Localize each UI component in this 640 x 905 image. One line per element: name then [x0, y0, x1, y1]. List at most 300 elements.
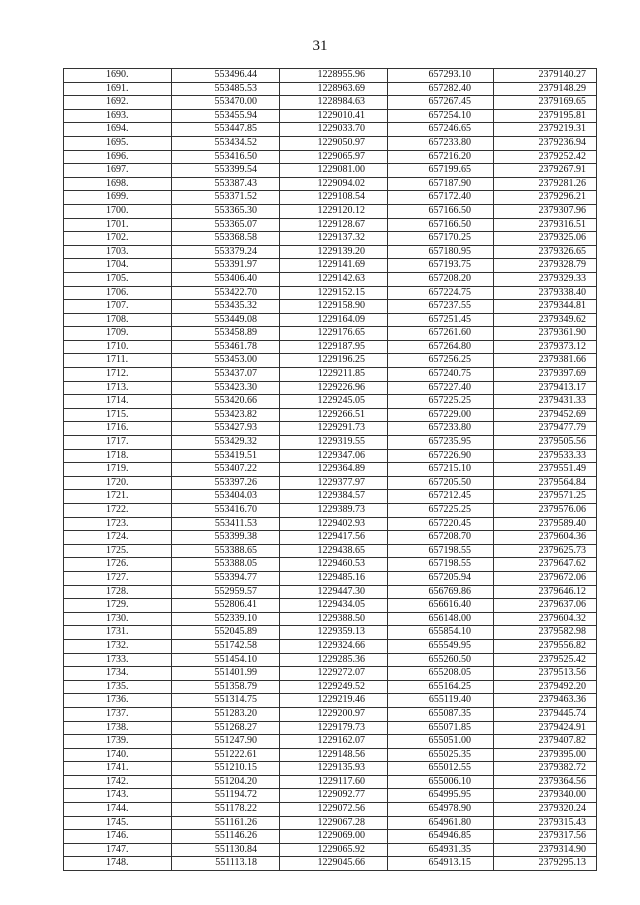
table-row	[64, 245, 597, 259]
y2-cell: 2379445.74	[494, 707, 597, 721]
x1-cell: 553427.93	[172, 422, 280, 436]
y1-cell: 1229434.05	[280, 599, 388, 613]
x1-cell: 553496.44	[172, 69, 280, 83]
y1-cell: 1229359.13	[280, 626, 388, 640]
x2-cell: 657224.75	[388, 286, 494, 300]
y1-cell: 1229050.97	[280, 136, 388, 150]
table-row	[64, 531, 597, 545]
point-number-cell: 1696.	[64, 150, 172, 164]
y2-cell: 2379326.65	[494, 245, 597, 259]
y2-cell: 2379169.65	[494, 96, 597, 110]
point-number-cell: 1709.	[64, 327, 172, 341]
x1-cell: 553388.65	[172, 544, 280, 558]
point-number-cell: 1735.	[64, 680, 172, 694]
point-number-cell: 1744.	[64, 803, 172, 817]
x2-cell: 657215.10	[388, 463, 494, 477]
y1-cell: 1229249.52	[280, 680, 388, 694]
table-row	[64, 218, 597, 232]
x2-cell: 657282.40	[388, 82, 494, 96]
table-row	[64, 259, 597, 273]
y1-cell: 1229245.05	[280, 395, 388, 409]
point-number-cell: 1745.	[64, 816, 172, 830]
y2-cell: 2379551.49	[494, 463, 597, 477]
x1-cell: 553435.32	[172, 300, 280, 314]
y2-cell: 2379295.13	[494, 857, 597, 871]
x1-cell: 551113.18	[172, 857, 280, 871]
y1-cell: 1229438.65	[280, 544, 388, 558]
x1-cell: 553416.50	[172, 150, 280, 164]
table-row	[64, 735, 597, 749]
y2-cell: 2379556.82	[494, 639, 597, 653]
x1-cell: 553365.07	[172, 218, 280, 232]
point-number-cell: 1697.	[64, 164, 172, 178]
table-row	[64, 136, 597, 150]
y2-cell: 2379397.69	[494, 368, 597, 382]
table-row	[64, 667, 597, 681]
point-number-cell: 1706.	[64, 286, 172, 300]
x2-cell: 657212.45	[388, 490, 494, 504]
point-number-cell: 1733.	[64, 653, 172, 667]
x2-cell: 656769.86	[388, 585, 494, 599]
y1-cell: 1229211.85	[280, 368, 388, 382]
x2-cell: 657208.70	[388, 531, 494, 545]
y2-cell: 2379452.69	[494, 408, 597, 422]
point-number-cell: 1690.	[64, 69, 172, 83]
y1-cell: 1229364.89	[280, 463, 388, 477]
x1-cell: 551161.26	[172, 816, 280, 830]
x2-cell: 654961.80	[388, 816, 494, 830]
x2-cell: 657254.10	[388, 109, 494, 123]
y1-cell: 1229324.66	[280, 639, 388, 653]
x2-cell: 657227.40	[388, 381, 494, 395]
point-number-cell: 1729.	[64, 599, 172, 613]
y1-cell: 1229447.30	[280, 585, 388, 599]
x2-cell: 657256.25	[388, 354, 494, 368]
y1-cell: 1229377.97	[280, 476, 388, 490]
point-number-cell: 1731.	[64, 626, 172, 640]
table-row	[64, 626, 597, 640]
y2-cell: 2379604.32	[494, 612, 597, 626]
x2-cell: 655119.40	[388, 694, 494, 708]
x1-cell: 553379.24	[172, 245, 280, 259]
y2-cell: 2379533.33	[494, 449, 597, 463]
y2-cell: 2379219.31	[494, 123, 597, 137]
x2-cell: 657198.55	[388, 558, 494, 572]
x2-cell: 657205.94	[388, 571, 494, 585]
point-number-cell: 1700.	[64, 204, 172, 218]
y1-cell: 1229485.16	[280, 571, 388, 585]
y2-cell: 2379525.42	[494, 653, 597, 667]
y1-cell: 1229065.92	[280, 843, 388, 857]
x1-cell: 553429.32	[172, 436, 280, 450]
table-row	[64, 436, 597, 450]
table-row	[64, 789, 597, 803]
x2-cell: 657205.50	[388, 476, 494, 490]
point-number-cell: 1704.	[64, 259, 172, 273]
point-number-cell: 1724.	[64, 531, 172, 545]
point-number-cell: 1713.	[64, 381, 172, 395]
y2-cell: 2379477.79	[494, 422, 597, 436]
point-number-cell: 1720.	[64, 476, 172, 490]
y2-cell: 2379344.81	[494, 300, 597, 314]
point-number-cell: 1730.	[64, 612, 172, 626]
x1-cell: 553399.38	[172, 531, 280, 545]
y1-cell: 1228984.63	[280, 96, 388, 110]
point-number-cell: 1743.	[64, 789, 172, 803]
y1-cell: 1229402.93	[280, 517, 388, 531]
point-number-cell: 1714.	[64, 395, 172, 409]
y1-cell: 1228963.69	[280, 82, 388, 96]
page-number: 31	[312, 38, 328, 54]
y1-cell: 1229179.73	[280, 721, 388, 735]
point-number-cell: 1736.	[64, 694, 172, 708]
x2-cell: 655025.35	[388, 748, 494, 762]
y1-cell: 1229285.36	[280, 653, 388, 667]
y1-cell: 1229176.65	[280, 327, 388, 341]
x2-cell: 657267.45	[388, 96, 494, 110]
point-number-cell: 1721.	[64, 490, 172, 504]
x2-cell: 657233.80	[388, 422, 494, 436]
point-number-cell: 1725.	[64, 544, 172, 558]
y1-cell: 1229072.56	[280, 803, 388, 817]
x2-cell: 657240.75	[388, 368, 494, 382]
table-row	[64, 558, 597, 572]
x1-cell: 551130.84	[172, 843, 280, 857]
y2-cell: 2379395.00	[494, 748, 597, 762]
y1-cell: 1229033.70	[280, 123, 388, 137]
x1-cell: 553423.30	[172, 381, 280, 395]
y1-cell: 1229388.50	[280, 612, 388, 626]
point-number-cell: 1701.	[64, 218, 172, 232]
table-row	[64, 300, 597, 314]
y1-cell: 1229135.93	[280, 762, 388, 776]
y2-cell: 2379148.29	[494, 82, 597, 96]
table-row	[64, 775, 597, 789]
x2-cell: 657199.65	[388, 164, 494, 178]
x1-cell: 551283.20	[172, 707, 280, 721]
y2-cell: 2379647.62	[494, 558, 597, 572]
point-number-cell: 1734.	[64, 667, 172, 681]
x1-cell: 553434.52	[172, 136, 280, 150]
y1-cell: 1229141.69	[280, 259, 388, 273]
y1-cell: 1229010.41	[280, 109, 388, 123]
point-number-cell: 1703.	[64, 245, 172, 259]
table-row	[64, 748, 597, 762]
y2-cell: 2379646.12	[494, 585, 597, 599]
x1-cell: 553437.07	[172, 368, 280, 382]
point-number-cell: 1738.	[64, 721, 172, 735]
point-number-cell: 1741.	[64, 762, 172, 776]
x2-cell: 655071.85	[388, 721, 494, 735]
y2-cell: 2379625.73	[494, 544, 597, 558]
table-row	[64, 422, 597, 436]
x1-cell: 552806.41	[172, 599, 280, 613]
y1-cell: 1229128.67	[280, 218, 388, 232]
x1-cell: 553422.70	[172, 286, 280, 300]
table-row	[64, 476, 597, 490]
y2-cell: 2379328.79	[494, 259, 597, 273]
y2-cell: 2379252.42	[494, 150, 597, 164]
y2-cell: 2379576.06	[494, 504, 597, 518]
table-row	[64, 463, 597, 477]
x2-cell: 654913.15	[388, 857, 494, 871]
point-number-cell: 1748.	[64, 857, 172, 871]
x1-cell: 553399.54	[172, 164, 280, 178]
x2-cell: 655164.25	[388, 680, 494, 694]
x2-cell: 655012.55	[388, 762, 494, 776]
table-row	[64, 653, 597, 667]
y2-cell: 2379637.06	[494, 599, 597, 613]
y2-cell: 2379492.20	[494, 680, 597, 694]
x2-cell: 655087.35	[388, 707, 494, 721]
x2-cell: 657193.75	[388, 259, 494, 273]
point-number-cell: 1727.	[64, 571, 172, 585]
point-number-cell: 1710.	[64, 340, 172, 354]
y1-cell: 1229389.73	[280, 504, 388, 518]
point-number-cell: 1692.	[64, 96, 172, 110]
y2-cell: 2379505.56	[494, 436, 597, 450]
y1-cell: 1229108.54	[280, 191, 388, 205]
y1-cell: 1229142.63	[280, 272, 388, 286]
y2-cell: 2379316.51	[494, 218, 597, 232]
y2-cell: 2379296.21	[494, 191, 597, 205]
x1-cell: 551454.10	[172, 653, 280, 667]
y1-cell: 1229200.97	[280, 707, 388, 721]
y2-cell: 2379582.98	[494, 626, 597, 640]
point-number-cell: 1708.	[64, 313, 172, 327]
y1-cell: 1229094.02	[280, 177, 388, 191]
y1-cell: 1229139.20	[280, 245, 388, 259]
x2-cell: 657229.00	[388, 408, 494, 422]
table-row	[64, 164, 597, 178]
table-row	[64, 449, 597, 463]
y2-cell: 2379236.94	[494, 136, 597, 150]
x1-cell: 553368.58	[172, 232, 280, 246]
point-number-cell: 1722.	[64, 504, 172, 518]
x2-cell: 657187.90	[388, 177, 494, 191]
point-number-cell: 1747.	[64, 843, 172, 857]
point-number-cell: 1742.	[64, 775, 172, 789]
table-row	[64, 639, 597, 653]
x1-cell: 551146.26	[172, 830, 280, 844]
x1-cell: 553458.89	[172, 327, 280, 341]
point-number-cell: 1719.	[64, 463, 172, 477]
y1-cell: 1229460.53	[280, 558, 388, 572]
y2-cell: 2379315.43	[494, 816, 597, 830]
y1-cell: 1229164.09	[280, 313, 388, 327]
x2-cell: 657235.95	[388, 436, 494, 450]
y2-cell: 2379195.81	[494, 109, 597, 123]
table-row	[64, 381, 597, 395]
y1-cell: 1229219.46	[280, 694, 388, 708]
point-number-cell: 1698.	[64, 177, 172, 191]
x2-cell: 657225.25	[388, 395, 494, 409]
table-row	[64, 857, 597, 871]
x1-cell: 553404.03	[172, 490, 280, 504]
y1-cell: 1229291.73	[280, 422, 388, 436]
y1-cell: 1229067.28	[280, 816, 388, 830]
x1-cell: 553406.40	[172, 272, 280, 286]
table-row	[64, 204, 597, 218]
x1-cell: 553423.82	[172, 408, 280, 422]
table-row	[64, 96, 597, 110]
y2-cell: 2379267.91	[494, 164, 597, 178]
x2-cell: 655051.00	[388, 735, 494, 749]
x1-cell: 553407.22	[172, 463, 280, 477]
x1-cell: 553419.51	[172, 449, 280, 463]
table-row	[64, 517, 597, 531]
y2-cell: 2379317.56	[494, 830, 597, 844]
point-number-cell: 1691.	[64, 82, 172, 96]
y1-cell: 1229347.06	[280, 449, 388, 463]
x2-cell: 657172.40	[388, 191, 494, 205]
coordinates-table-body	[64, 69, 597, 871]
y2-cell: 2379307.96	[494, 204, 597, 218]
y1-cell: 1229045.66	[280, 857, 388, 871]
point-number-cell: 1732.	[64, 639, 172, 653]
table-row	[64, 354, 597, 368]
y1-cell: 1229162.07	[280, 735, 388, 749]
x1-cell: 551742.58	[172, 639, 280, 653]
table-row	[64, 707, 597, 721]
y1-cell: 1229272.07	[280, 667, 388, 681]
x1-cell: 551210.15	[172, 762, 280, 776]
point-number-cell: 1699.	[64, 191, 172, 205]
x2-cell: 657198.55	[388, 544, 494, 558]
table-row	[64, 123, 597, 137]
y1-cell: 1228955.96	[280, 69, 388, 83]
point-number-cell: 1740.	[64, 748, 172, 762]
x1-cell: 553461.78	[172, 340, 280, 354]
y1-cell: 1229384.57	[280, 490, 388, 504]
x2-cell: 657233.80	[388, 136, 494, 150]
y1-cell: 1229069.00	[280, 830, 388, 844]
y2-cell: 2379314.90	[494, 843, 597, 857]
x1-cell: 553447.85	[172, 123, 280, 137]
y1-cell: 1229417.56	[280, 531, 388, 545]
x2-cell: 656616.40	[388, 599, 494, 613]
point-number-cell: 1694.	[64, 123, 172, 137]
point-number-cell: 1739.	[64, 735, 172, 749]
table-row	[64, 191, 597, 205]
y2-cell: 2379338.40	[494, 286, 597, 300]
point-number-cell: 1715.	[64, 408, 172, 422]
coordinates-table	[63, 68, 597, 871]
y2-cell: 2379672.06	[494, 571, 597, 585]
x1-cell: 553485.53	[172, 82, 280, 96]
x1-cell: 553455.94	[172, 109, 280, 123]
x1-cell: 551268.27	[172, 721, 280, 735]
table-row	[64, 177, 597, 191]
y2-cell: 2379329.33	[494, 272, 597, 286]
y2-cell: 2379413.17	[494, 381, 597, 395]
y2-cell: 2379424.91	[494, 721, 597, 735]
table-row	[64, 585, 597, 599]
x1-cell: 551401.99	[172, 667, 280, 681]
point-number-cell: 1728.	[64, 585, 172, 599]
table-row	[64, 313, 597, 327]
x2-cell: 656148.00	[388, 612, 494, 626]
point-number-cell: 1716.	[64, 422, 172, 436]
table-row	[64, 544, 597, 558]
y1-cell: 1229117.60	[280, 775, 388, 789]
x2-cell: 657166.50	[388, 204, 494, 218]
x2-cell: 654946.85	[388, 830, 494, 844]
y1-cell: 1229266.51	[280, 408, 388, 422]
y2-cell: 2379382.72	[494, 762, 597, 776]
x2-cell: 657180.95	[388, 245, 494, 259]
y1-cell: 1229158.90	[280, 300, 388, 314]
y1-cell: 1229081.00	[280, 164, 388, 178]
x2-cell: 657220.45	[388, 517, 494, 531]
table-row	[64, 368, 597, 382]
point-number-cell: 1746.	[64, 830, 172, 844]
x2-cell: 655006.10	[388, 775, 494, 789]
table-row	[64, 82, 597, 96]
table-row	[64, 490, 597, 504]
x2-cell: 655260.50	[388, 653, 494, 667]
point-number-cell: 1726.	[64, 558, 172, 572]
table-row	[64, 843, 597, 857]
y2-cell: 2379571.25	[494, 490, 597, 504]
table-row	[64, 680, 597, 694]
table-row	[64, 803, 597, 817]
table-row	[64, 327, 597, 341]
y2-cell: 2379373.12	[494, 340, 597, 354]
table-row	[64, 272, 597, 286]
x1-cell: 552959.57	[172, 585, 280, 599]
y1-cell: 1229319.55	[280, 436, 388, 450]
point-number-cell: 1707.	[64, 300, 172, 314]
y1-cell: 1229148.56	[280, 748, 388, 762]
table-row	[64, 694, 597, 708]
x1-cell: 553387.43	[172, 177, 280, 191]
x1-cell: 552339.10	[172, 612, 280, 626]
x2-cell: 655208.05	[388, 667, 494, 681]
y2-cell: 2379325.06	[494, 232, 597, 246]
point-number-cell: 1712.	[64, 368, 172, 382]
table-row	[64, 286, 597, 300]
table-row	[64, 612, 597, 626]
y2-cell: 2379364.56	[494, 775, 597, 789]
y1-cell: 1229196.25	[280, 354, 388, 368]
y2-cell: 2379431.33	[494, 395, 597, 409]
x2-cell: 657166.50	[388, 218, 494, 232]
x1-cell: 553371.52	[172, 191, 280, 205]
x1-cell: 553394.77	[172, 571, 280, 585]
x1-cell: 553470.00	[172, 96, 280, 110]
x1-cell: 551194.72	[172, 789, 280, 803]
table-row	[64, 408, 597, 422]
y2-cell: 2379361.90	[494, 327, 597, 341]
x1-cell: 551222.61	[172, 748, 280, 762]
y2-cell: 2379381.66	[494, 354, 597, 368]
table-row	[64, 504, 597, 518]
y2-cell: 2379349.62	[494, 313, 597, 327]
x1-cell: 552045.89	[172, 626, 280, 640]
x2-cell: 657246.65	[388, 123, 494, 137]
table-row	[64, 150, 597, 164]
point-number-cell: 1702.	[64, 232, 172, 246]
y1-cell: 1229187.95	[280, 340, 388, 354]
x1-cell: 551314.75	[172, 694, 280, 708]
x1-cell: 551247.90	[172, 735, 280, 749]
y1-cell: 1229120.12	[280, 204, 388, 218]
table-row	[64, 762, 597, 776]
x1-cell: 553397.26	[172, 476, 280, 490]
table-row	[64, 830, 597, 844]
y2-cell: 2379513.56	[494, 667, 597, 681]
